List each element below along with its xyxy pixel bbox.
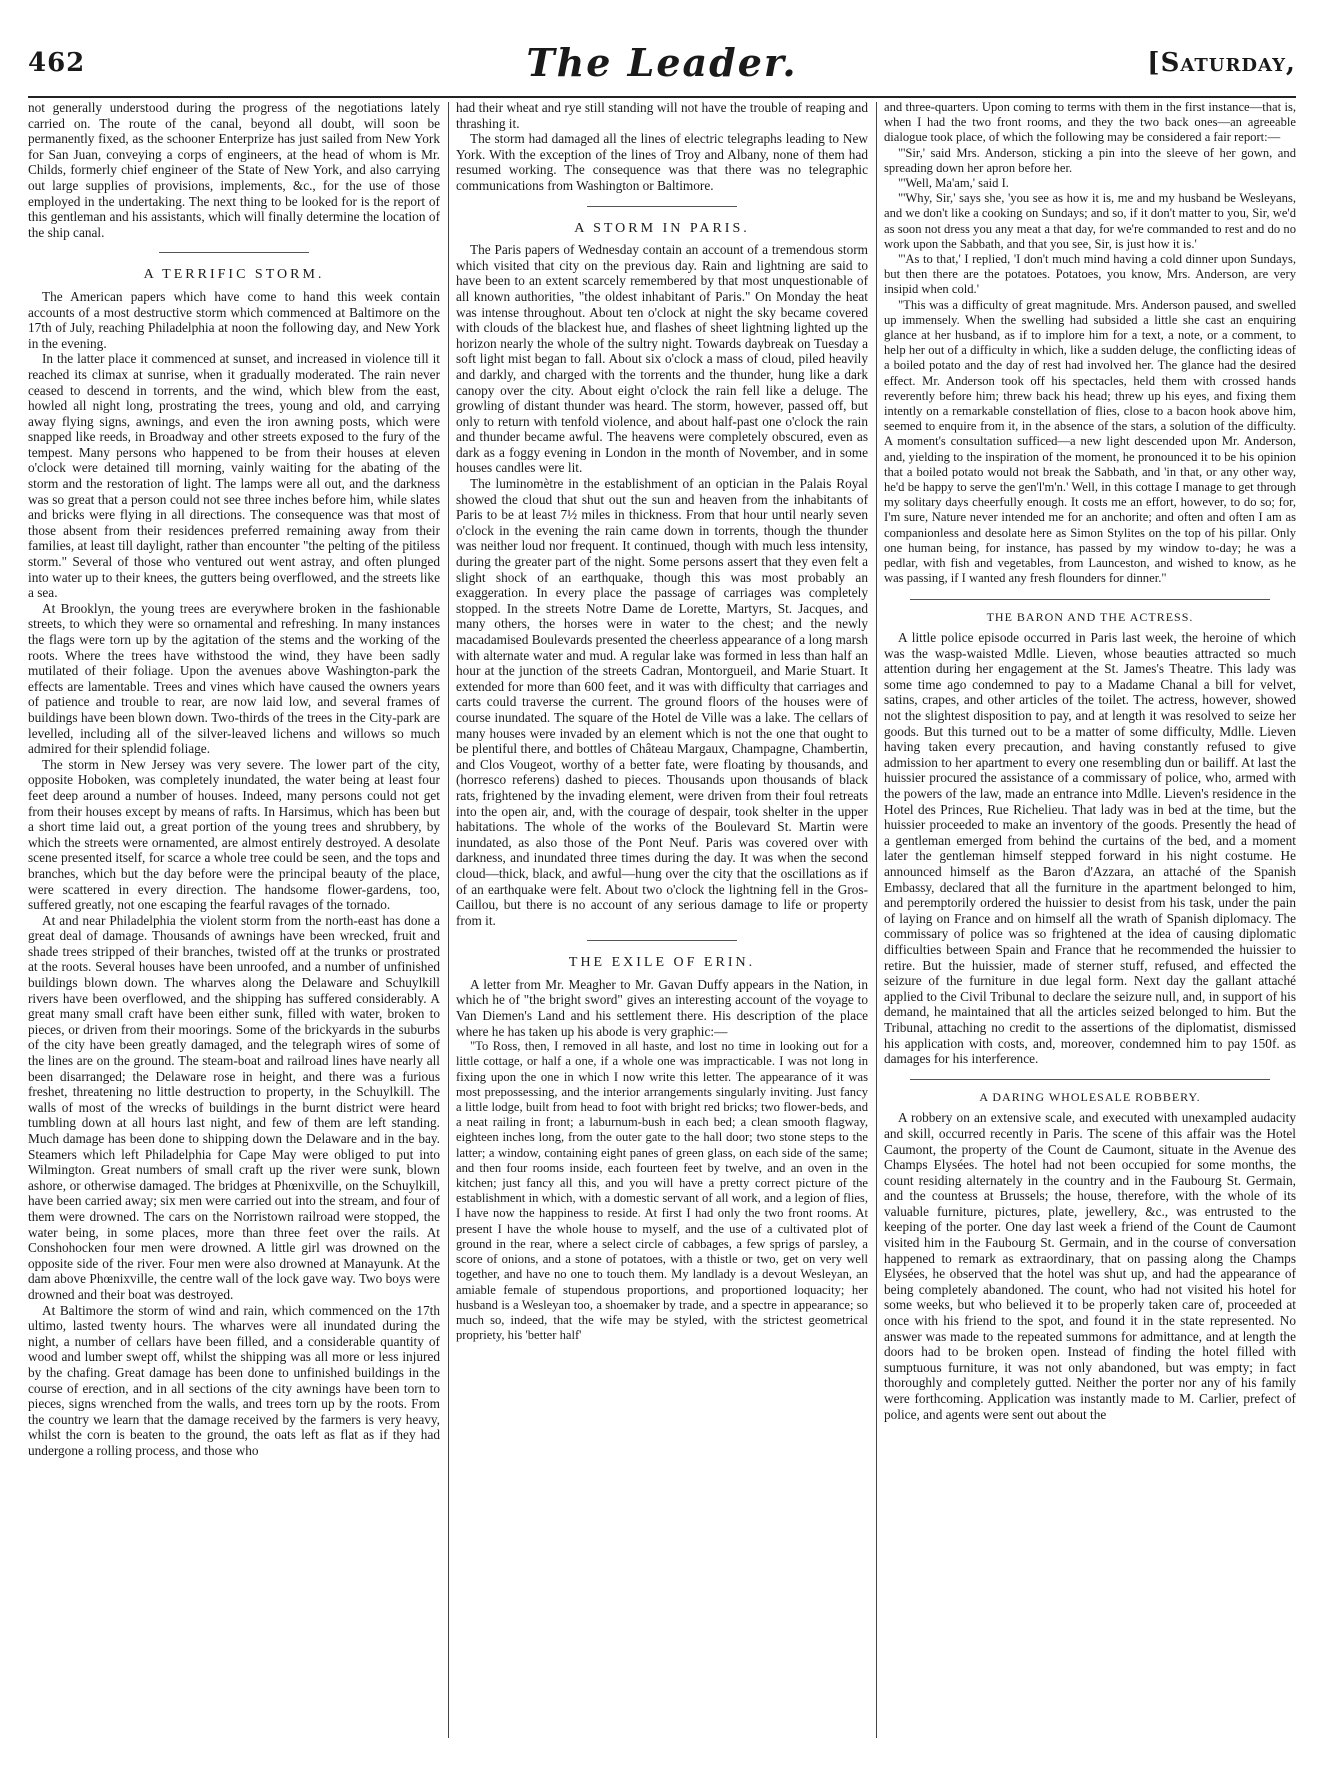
storm-continued-paragraph: had their wheat and rye still standing will not have the trouble of reaping and thrashing it.	[456, 100, 868, 131]
section-separator	[910, 599, 1270, 600]
column-3	[884, 100, 1296, 1740]
storm-paragraph: At Baltimore the storm of wind and rain, which commenced on the 17th ultimo, lasted twenty hours. The wharves were all inundated during the night, a number of cellars have been filled, and a considerable quantity of wood and lumber swept off, whilst the shipping was all more or less injured by the chafing. Great damage has been done to unfinished buildings in the course of erection, and in all sections of the city awnings have been torn to pieces, signs wrenched from the walls, and trees torn up by the roots. From the country we learn that the damage received by the farmers is very heavy, whilst the corn is beaten to the ground, the oats left as flat as if they had undergone a rolling process, and those who	[28, 1302, 440, 1458]
column-divider	[448, 102, 449, 1738]
column-1	[28, 100, 440, 1740]
robbery-heading: A DARING WHOLESALE ROBBERY.	[979, 1089, 1201, 1104]
section-separator	[587, 940, 737, 941]
letter-continued-paragraph: and three-quarters. Upon coming to terms with them in the first instance—that is, when I had the two front rooms, and they the two back ones—an agreeable dialogue took place, of which the following may be considered a fair report:—	[884, 100, 1296, 145]
paris-storm-paragraph: The Paris papers of Wednesday contain an account of a tremendous storm which visited that city on the previous day. Rain and lightning are said to have been to an extent scarcely remembered by that most unquestionable of all known authorities, "the oldest inhabitant of Paris." On Monday the heat was intense throughout. About ten o'clock at night the sky became covered with clouds of the blackest hue, and flashes of sheet lightning lighted up the horizon nearly the whole of the sultry night. Towards daybreak on Tuesday a soft light mist began to fall. About six o'clock a mass of cloud, piled heavily and darkly, and charged with the torrents and the thunder, hung like a dark canopy over the city. About eight o'clock the rain fell like a deluge. The growling of distant thunder was heard. The storm, however, passed off, but only to return with tenfold violence, and about half-past one o'clock the rain and thunder became awful. The heavens were completely obscured, even as dark as a foggy evening in London in the month of November, and in some houses candles were lit.	[456, 242, 868, 476]
letter-paragraph: "'Well, Ma'am,' said I.	[898, 176, 1009, 191]
paris-storm-paragraph: The luminomètre in the establishment of an optician in the Palais Royal showed the cloud that shut out the sun and heaven from the inhabitants of Paris to be at least 7½ miles in thickness. From that hour until nearly seven o'clock in the evening the rain came down in torrents, though the thunder was neither loud nor frequent. It continued, though with much less intensity, during the greater part of the night. Some persons assert that they even felt a slight shock of an earthquake, though this was most probably an exaggeration. In every place the passage of carriages was completely stopped. In the streets Notre Dame de Lorette, Martyrs, St. Jacques, and many others, the horses were in water to the chest; and the newly macadamised Boulevards presented the cheerless appearance of a long marsh with alternate water and mud. A regular lake was formed in less than half an hour at the junction of the streets Cadran, Montorgueil, and Marie Stuart. It extended for more than 600 feet, and it was with difficulty that carriages and carts could traverse the current. The ground floors of the houses were of course inundated. The square of the Hotel de Ville was a lake. The cellars of many houses were invaded by an element which is not the one that ought to be plentiful there, and bottles of Château Margaux, Champagne, Chambertin, and Clos Vougeot, worthy of a better fate, were floating by thousands, and (horresco referens) dashed to pieces. Thousands upon thousands of black rats, frightened by the invading element, were driven from their foul retreats into the open air, and, with the courage of despair, took shelter in the upper habitations. The whole of the works of the Boulevard St. Martin were inundated, as also those of the Pont Neuf. Paris was covered over with darkness, and inundated three times during the day. It was when the second cloud—thick, black, and awful—hung over the city that the oscillations as if of an earthquake were felt. About two o'clock the lightning fell in the Gros-Caillou, but there is no account of any serious damage to life or property from it.	[456, 476, 868, 928]
storm-paragraph: The American papers which have come to hand this week contain accounts of a most destructive storm which commenced at Baltimore on the 17th of July, reaching Philadelphia at noon the following day, and New York in the evening.	[28, 288, 440, 351]
storm-paragraph: In the latter place it commenced at sunset, and increased in violence till it reached its climax at sunrise, when it gradually moderated. The rain never ceased to descend in torrents, and the wind, which blew from the east, howled all night long, prostrating the trees, young and old, and carrying away flying signs, awnings, and even the iron awning posts, which were snapped like reeds, in Broadway and other streets exposed to the fury of the tempest. Many persons who happened to be from their houses at eleven o'clock were detained till morning, vainly waiting for the abating of the storm and the restoration of light. The lamps were all out, and the darkness was so great that a person could not see three inches before him, while slates and bricks were flying in all directions. The consequence was that most of those absent from their residences preferred remaining away from their families, at least till daylight, rather than encounter "the pelting of the pitiless storm." Several of those who ventured out went astray, and often plunged into water up to their knees, the gutters being overflowed, and the streets like a sea.	[28, 351, 440, 601]
letter-paragraph: "'As to that,' I replied, 'I don't much mind having a cold dinner upon Sundays, but then there are the potatoes. Potatoes, you know, Mrs. Anderson, are very insipid when cold.'	[884, 252, 1296, 297]
exile-quoted-letter: "To Ross, then, I removed in all haste, and lost no time in looking out for a little cottage, or half a one, if a whole one was impracticable. I was not long in fixing upon the one in which I now write this letter. The appearance of it was most prepossessing, and the interior arrangements singularly inviting. Just fancy a little lodge, built from head to foot with bright red bricks; two flower-beds, and a neat railing in front; a laburnum-bush in each bed; a clean smooth flagway, eighteen inches long, from the outer gate to the hall door; two stone steps to the latter; a window, containing eight panes of green glass, on each side of the same; and then four rooms inside, each fourteen feet by twelve, and an oven in the kitchen; just fancy all this, and you will have a pretty correct picture of the establishment in which, with a domestic servant of all work, and a legion of flies, I have now the happiness to reside. At first I had only the two front rooms. At present I have the whole house to myself, and the use of a cultivated plot of ground in the rear, where a select circle of cabbages, a few sprigs of parsley, a score of onions, and a stone of potatoes, with a thistle or two, get on very well together, and have no one to touch them. My landlady is a devout Wesleyan, an amiable female of stupendous proportions, and proportioned loquacity; her husband is a Wesleyan too, a shoemaker by trade, and a spectre in appearance; so much so, indeed, that the wife may be styled, with the strictest geometrical propriety, his 'better half'	[456, 1039, 868, 1343]
baron-actress-heading: THE BARON AND THE ACTRESS.	[986, 609, 1194, 624]
columns	[28, 100, 1296, 1740]
page-number: 462	[28, 48, 86, 78]
letter-paragraph: "This was a difficulty of great magnitude. Mrs. Anderson paused, and swelled up immensely. When the swelling had subsided a little she cast an enquiring glance at her husband, as if to implore him for a text, a note, or a comment, to help her out of a difficulty in which, like a sudden deluge, the conflicting ideas of a boiled potato and the day of rest had involved her. The glance had the desired effect. Mr. Anderson took off his spectacles, held them with crossed hands reverently before him; threw back his head; threw up his eyes, and fixing them intently on a remarkable constellation of flies, close to a bacon hook above him, seemed to enquire from it, in the absence of the stars, a solution of the difficulty. A moment's consultation sufficed—a new light descended upon Mr. Anderson, and, yielding to the inspiration of the moment, he pronounced it to be his opinion that a boiled potato would not break the Sabbath, and 'in that, or any other way, he'd be happy to serve the gen'l'm'n.' Well, in this cottage I manage to get through my solitary days cheerfully enough. It costs me an effort, however, to do so; for, I'm sure, Nature never intended me for an anchorite; and often and often I am as companionless and desolate here as Simon Stylites on the top of his pillar. Only one human being, for instance, has passed by my window to-day; he was a pedlar, with fish and vegetables, from Launceston, and wished to know, as he was passing, if I wanted any fresh flounders for dinner."	[884, 297, 1296, 586]
baron-actress-paragraph: A little police episode occurred in Paris last week, the heroine of which was the wasp-waisted Mdlle. Lieven, whose beauties attracted so much attention during her engagement at the St. James's Theatre. This lady was some time ago condemned to pay to a Madame Chanal a bill for velvet, satins, crapes, and other articles of the toilet. The actress, however, showed not the slightest disposition to pay, and at length it was resolved to seize her goods. But this turned out to be a matter of some difficulty, Mdlle. Lieven having taken every precaution, and having constantly refused to give admission to her apartment to every one resembling dun or bailiff. At last the huissier procured the assistance of a commissary of police, who, armed with the powers of the law, made an entrance into Mdlle. Lieven's residence in the Hotel des Princes, Rue Richelieu. That lady was in bed at the time, but the huissier proceeded to make an inventory of the goods. Presently the head of a gentleman emerged from behind the curtains of the bed, and a moment later the gentleman himself stepped forward in his night costume. He announced himself as the Baron d'Azzara, an attaché of the Spanish Embassy, declared that all the furniture in the apartment belonged to him, and peremptorily ordered the huissier to desist from his task, under the pain of laying on France and on himself all the wrath of Spanish diplomacy. The commissary of police was so frightened at the idea of causing diplomatic difficulties between Spain and France that he recommended the huissier to retire. But the huissier, made of sterner stuff, refused, and effected the seizure of the furniture in due legal form. Next day the gallant attaché applied to the Civil Tribunal to declare the seizure null, and, in support of his demand, he maintained that all the articles seized belonged to him. But the Tribunal, attaching no credit to the assertions of the diplomatist, dismissed his application with costs, and, moreover, condemned him to pay 150f. as damages for his interference.	[884, 630, 1296, 1067]
section-separator	[159, 252, 309, 253]
masthead	[28, 40, 1296, 100]
storm-paragraph: At and near Philadelphia the violent storm from the north-east has done a great deal of damage. Thousands of awnings have been wrecked, fruit and shade trees stripped of their branches, twisted off at the trunks or prostrated at the roots. Several houses have been unroofed, and a number of unfinished buildings blown down. The wharves along the Delaware and Schuylkill rivers have been overflowed, and the shipping has suffered considerably. A great many small craft have been either sunk, filled with water, broken to pieces, or driven from their moorings. Some of the brickyards in the suburbs of the city have been greatly damaged, and the telegraph wires of some of the lines are on the ground. The steam-boat and railroad lines have nearly all been disarranged; the Delaware rose in height, and there was a furious freshet, threatening no little destruction to property, in the Schuylkill. The walls of most of the wrecks of buildings in the burnt district were heard tumbling down at all hours last night, and few of them are left standing. Much damage has been done to shipping down the Delaware and in the bay. Steamers which left Philadelphia for Cape May were obliged to put into Wilmington. Great numbers of small craft up the river were sunk, blown ashore, or otherwise damaged. The bridges at Phœnixville, on the Schuylkill, have been carried away; six men were carried out into the stream, and four of them were drowned. The cars on the Norristown railroad were stopped, the water being, in some places, more than three feet over the rails. At Conshohocken four men were drowned. A little girl was drowned on the opposite side of the river. Four men were also drowned at Manayunk. At the dam above Phœnixville, the centre wall of the lock gave way. Two boys were drowned and their boat was destroyed.	[28, 912, 440, 1302]
exile-paragraph: A letter from Mr. Meagher to Mr. Gavan Duffy appears in the Nation, in which he of "the bright sword" gives an interesting account of the voyage to Van Diemen's Land and his settlement there. His description of the place where he has taken up his abode is very graphic:—	[456, 976, 868, 1039]
robbery-paragraph: A robbery on an extensive scale, and executed with unexampled audacity and skill, occurred recently in Paris. The scene of this affair was the Hotel Caumont, the property of the Count de Caumont, situate in the Avenue des Champs Elysées. The hotel had not been occupied for some months, the count residing alternately in the country and in the Faubourg St. Germain, and the countess at Brussels; the house, therefore, with the whole of its valuable furniture, pictures, plate, jewellery, &c., was entrusted to the keeping of the porter. One day last week a friend of the Count de Caumont visited him in the Faubourg St. Germain, and in the course of conversation happened to remark as extraordinary, that on passing along the Champs Elysées, he observed that the hotel was shut up, and had the appearance of being completely abandoned. The count, who had not visited his hotel for some weeks, but who believed it to be properly taken care of, proceeded at once with his friend to the spot, and found it in the state represented. No answer was made to the repeated summons for admittance, and at length the doors had to be broken open. Instead of finding the hotel filled with sumptuous furniture, it was not only abandoned, but was empty; in fact thoroughly and completely gutted. Neither the porter nor any of his family were forthcoming. Application was instantly made to M. Carlier, prefect of police, and agents were sent out about the	[884, 1110, 1296, 1422]
telegraph-paragraph: The storm had damaged all the lines of electric telegraphs leading to New York. With the exception of the lines of Troy and Albany, none of them had resumed working. The consequence was that there was no telegraphic communications from Washington or Baltimore.	[456, 131, 868, 193]
issue-day: [Saturday,	[1147, 48, 1296, 78]
paris-storm-heading: A STORM IN PARIS.	[574, 220, 750, 236]
exile-heading: THE EXILE OF ERIN.	[568, 955, 756, 971]
masthead-rule	[28, 96, 1296, 98]
storm-paragraph: The storm in New Jersey was very severe. The lower part of the city, opposite Hoboken, was completely inundated, the water being at least four feet deep around a number of houses. Indeed, many persons could not get from their houses except by means of rafts. In Harsimus, which has been but a short time laid out, a great portion of the young trees and shrubbery, by which the streets were ornamented, are almost entirely destroyed. A desolate scene presented itself, for scarce a whole tree could be seen, and the tops and branches, which but the day before were the principal beauty of the place, were scattered in every direction. The handsome flower-gardens, too, suffered greatly, not one escaping the fearful ravages of the tornado.	[28, 756, 440, 913]
storm-heading: A TERRIFIC STORM.	[143, 267, 325, 283]
letter-paragraph: "'Sir,' said Mrs. Anderson, sticking a pin into the sleeve of her gown, and spreading down her apron before her.	[884, 145, 1296, 175]
paper-title: The Leader.	[526, 40, 798, 85]
canal-continued-paragraph: not generally understood during the progress of the negotiations lately carried on. The route of the canal, beyond all doubt, will soon be permanently fixed, as the schooner Enterprize has just sailed from New York for San Juan, conveying a corps of engineers, at the head of whom is Mr. Childs, formerly chief engineer of the State of New York, and also carrying out large supplies of provisions, implements, &c., for the use of those employed in the undertaking. The next thing to be looked for is the report of this gentleman and his assistants, which will finally determine the location of the ship canal.	[28, 100, 440, 240]
column-divider	[876, 102, 877, 1738]
section-separator	[587, 206, 737, 207]
section-separator	[910, 1079, 1270, 1080]
storm-paragraph: At Brooklyn, the young trees are everywhere broken in the fashionable streets, to which they were so ornamental and refreshing. In many instances the flags were torn up by the agitation of the stems and the working of the roots. Where the trees have withstood the wind, they have been sadly mutilated of their foliage. Upon the avenues above Washington-park the effects are lamentable. Trees and vines which have caused the owners years of patience and trouble to rear, are now laid low, and several frames of buildings have been blown down. Two-thirds of the trees in the City-park are levelled, including all of the silver-leaved lichens and willows so much admired for their splendid foliage.	[28, 600, 440, 757]
letter-paragraph: "'Why, Sir,' says she, 'you see as how it is, me and my husband be Wesleyans, and we don't like a cooking on Sundays; and so, if it don't matter to you, Sir, we'd as soon not dress you any meat a that day, for we're commanded to rest and do no work upon the Sabbath, and that you see, Sir, is just how it is.'	[884, 191, 1296, 251]
column-2	[456, 100, 868, 1740]
